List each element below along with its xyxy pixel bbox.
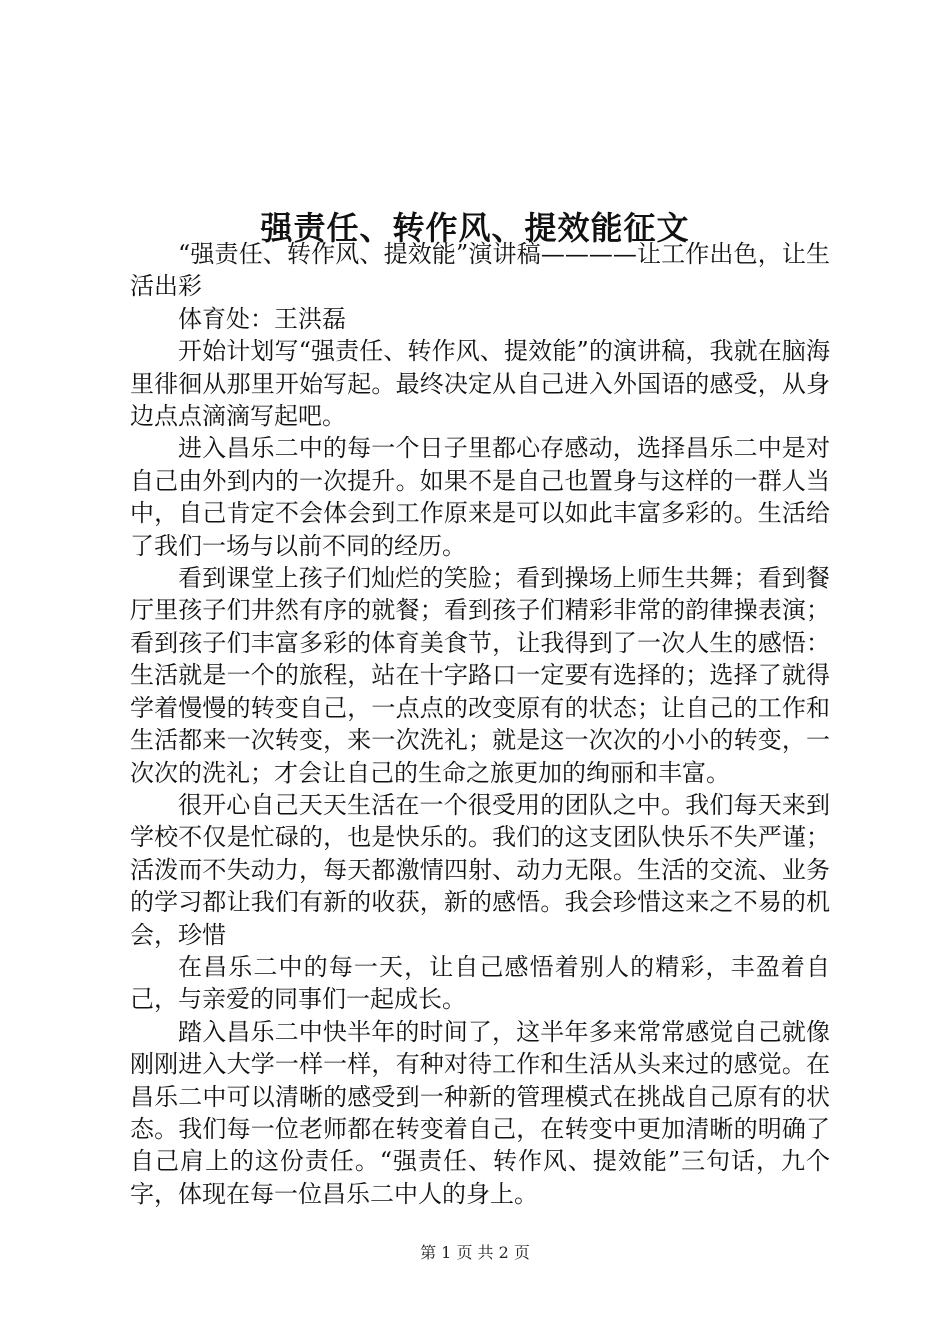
document-title: 强责任、转作风、提效能征文 [260,209,690,248]
paragraph-author: 体育处：王洪磊 [178,304,346,333]
paragraph: 踏入昌乐二中快半年的时间了，这半年多来常常感觉自己就像刚刚进入大学一样一样，有种对待工作和生活从头来过的感觉。在昌乐二中可以清晰的感受到一种新的管理模式在挑战自己原有的状态。我们每一位老师都在转变着自己，在转变中更加清晰的明确了自己肩上的这份责任。“强责任、转作风、提效能”三句话，九个字，体现在每一位昌乐二中人的身上。 [130,1017,830,1208]
document-body [130,238,830,1210]
paragraph: 开始计划写“强责任、转作风、提效能”的演讲稿，我就在脑海里徘徊从那里开始写起。最终决定从自己进入外国语的感受，从身边点点滴滴写起吧。 [130,337,830,431]
paragraph: 进入昌乐二中的每一个日子里都心存感动，选择昌乐二中是对自己由外到内的一次提升。如果不是自己也置身与这样的一群人当中，自己肯定不会体会到工作原来是可以如此丰富多彩的。生活给了我们一场与以前不同的经历。 [130,434,830,560]
paragraph: 看到课堂上孩子们灿烂的笑脸；看到操场上师生共舞；看到餐厅里孩子们井然有序的就餐；看到孩子们精彩非常的韵律操表演；看到孩子们丰富多彩的体育美食节，让我得到了一次人生的感悟：生活就是一个的旅程，站在十字路口一定要有选择的；选择了就得学着慢慢的转变自己，一点点的改变原有的状态；让自己的工作和生活都来一次转变，来一次洗礼；就是这一次次的小小的转变，一次次的洗礼；才会让自己的生命之旅更加的绚丽和丰富。 [130,564,830,787]
page-footer: 第 1 页 共 2 页 [420,1243,530,1262]
paragraph-subtitle: “强责任、转作风、提效能”演讲稿————让工作出色，让生活出彩 [130,240,830,301]
paragraph: 在昌乐二中的每一天，让自己感悟着别人的精彩，丰盈着自己，与亲爱的同事们一起成长。 [130,952,830,1014]
paragraph: 很开心自己天天生活在一个很受用的团队之中。我们每天来到学校不仅是忙碌的，也是快乐的。我们的这支团队快乐不失严谨；活泼而不失动力，每天都激情四射、动力无限。生活的交流、业务的学习都让我们有新的收获，新的感悟。我会珍惜这来之不易的机会，珍惜 [130,790,830,949]
